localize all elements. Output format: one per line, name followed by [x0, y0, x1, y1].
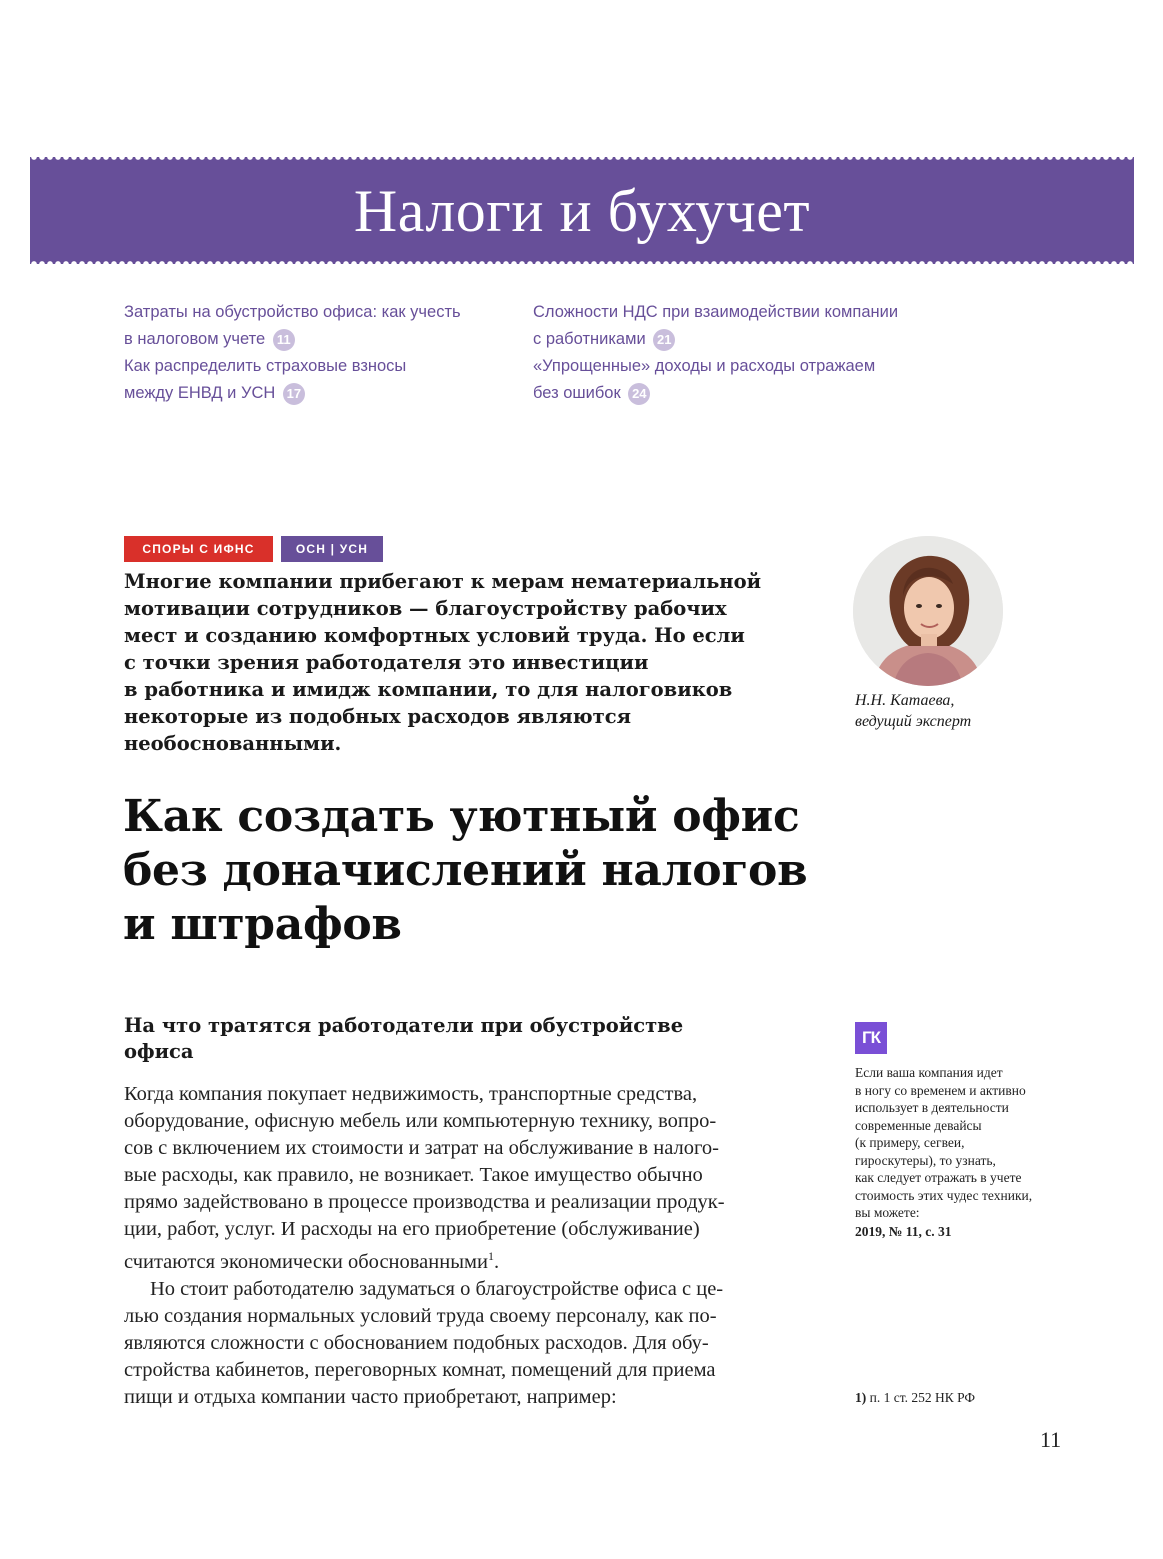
footnote-reference[interactable]: 1 [487, 1249, 494, 1263]
page-number: 11 [1040, 1427, 1062, 1452]
sidebar-note-reference-link[interactable]: 2019, № 11, с. 31 [855, 1223, 952, 1239]
author-role: ведущий эксперт [855, 713, 972, 730]
sidebar-note: Если ваша компания идет в ногу со временем и активно использует в деятельности современные девайсы (к примеру, сегвеи, гироскутеры), то узнать, как следует отражать в учете стоимость этих чудес техники, вы можете: 2019, № 11, с. 31 [855, 1064, 1070, 1240]
tag-disputes[interactable]: СПОРЫ С ИФНС [124, 536, 273, 562]
gk-logo: ГК [855, 1022, 887, 1054]
body-paragraph: Но стоит работодателю задуматься о благоустройстве офиса с це- лью создания нормальных условий труда своему персоналу, как по- являются сложности с обоснованием подобных расходов. Для обу- стройства кабинетов, переговорных комнат, помещений для приема пищи и отдыха компании часто приобретают, например: [124, 1277, 724, 1408]
footnote [855, 1389, 1075, 1406]
author-portrait-icon [853, 536, 1003, 686]
toc-left-column [124, 299, 504, 407]
toc-link[interactable]: Сложности НДС при взаимодействии компании с работниками 21 [533, 299, 933, 353]
toc-link[interactable]: «Упрощенные» доходы и расходы отражаем без ошибок 24 [533, 353, 933, 407]
tag-tax-regime[interactable]: ОСН | УСН [281, 536, 383, 562]
author-name: Н.Н. Катаева, [855, 692, 955, 709]
author-photo [853, 536, 1003, 686]
toc-page-badge: 24 [628, 383, 650, 405]
author-caption [855, 690, 1055, 732]
section-title: Налоги и бухучет [353, 177, 811, 244]
toc-page-badge: 11 [273, 329, 295, 351]
lead-paragraph: Многие компании прибегают к мерам нематериальной мотивации сотрудников — благоустройству рабочих мест и созданию комфортных условий труда. Но если с точки зрения работодателя это инвестиции в работника и имидж компании, то для налоговиков некоторые из подобных расходов являются необоснованными. [124, 570, 762, 755]
section-banner [30, 157, 1134, 264]
toc-link[interactable]: Затраты на обустройство офиса: как учесть в налоговом учете 11 [124, 299, 504, 353]
toc-right-column [533, 299, 933, 407]
article-headline: Как создать уютный офис без доначислений налогов и штрафов [123, 791, 808, 950]
toc-link[interactable]: Как распределить страховые взносы между ЕНВД и УСН 17 [124, 353, 504, 407]
toc-page-badge: 17 [283, 383, 305, 405]
section-subheading: На что тратятся работодатели при обустройстве офиса [124, 1014, 684, 1063]
footnote-mark: 1) [855, 1390, 867, 1405]
article-body [124, 1081, 804, 1411]
footnote-text: п. 1 ст. 252 НК РФ [869, 1390, 976, 1405]
body-paragraph: Когда компания покупает недвижимость, транспортные средства, оборудование, офисную мебель или компьютерную технику, вопро- сов с включением их стоимости и затрат на обслуживание в налого- вые расходы, как правило, не возникает. Такое имущество обычно прямо задействовано в процессе производства и реализации продук- ции, работ, услуг. И расходы на его приобретение (обслуживание) считаются экономически обоснованными$^1$. [124, 1083, 725, 1273]
toc-page-badge: 21 [653, 329, 675, 351]
